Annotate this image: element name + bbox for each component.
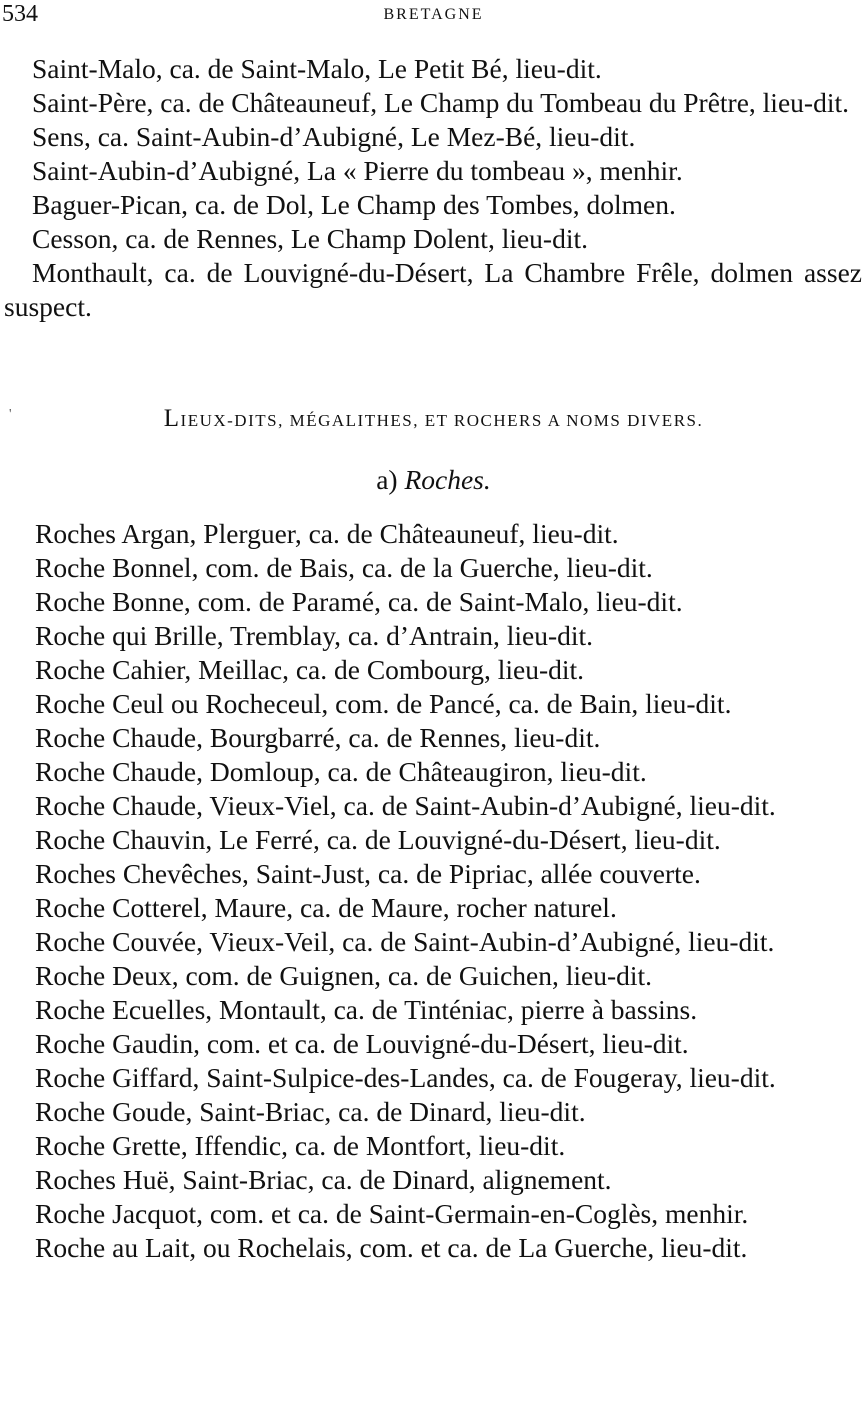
section-heading-part1: IEUX-DITS, [180, 411, 290, 430]
entry: Roches Huë, Saint-Briac, ca. de Dinard, alignement. [35, 1164, 612, 1195]
print-speck: ' [9, 407, 12, 422]
sub-heading-title: Roches. [404, 464, 491, 495]
entry: Roche Giffard, Saint-Sulpice-des-Landes, ca. de Fougeray, lieu-dit. [35, 1062, 776, 1093]
page-header [0, 0, 867, 30]
entry: Roche Ecuelles, Montault, ca. de Tinténiac, pierre à bassins. [35, 994, 698, 1025]
entry: Saint-Malo, ca. de Saint-Malo, Le Petit Bé, lieu-dit. [32, 53, 602, 84]
entry: Monthault, ca. de Louvigné-du-Désert, La Chambre Frêle, dolmen assez suspect. [4, 257, 862, 322]
roches-entries [4, 517, 862, 1265]
entry: Sens, ca. Saint-Aubin-d’Aubigné, Le Mez-Bé, lieu-dit. [32, 121, 636, 152]
entry: Roches Argan, Plerguer, ca. de Châteauneuf, lieu-dit. [35, 518, 619, 549]
entry: Roche Chaude, Vieux-Viel, ca. de Saint-Aubin-d’Aubigné, lieu-dit. [35, 790, 776, 821]
entry: Roche Cahier, Meillac, ca. de Combourg, lieu-dit. [35, 654, 585, 685]
entry: Roche Jacquot, com. et ca. de Saint-Germain-en-Coglès, menhir. [35, 1198, 749, 1229]
entry: Roche Chaude, Domloup, ca. de Châteaugiron, lieu-dit. [35, 756, 647, 787]
entry: Roche Bonne, com. de Paramé, ca. de Saint-Malo, lieu-dit. [35, 586, 683, 617]
sub-heading-prefix: a) [376, 464, 398, 495]
section-heading [0, 404, 867, 436]
entry: Roche Deux, com. de Guignen, ca. de Guichen, lieu-dit. [35, 960, 653, 991]
entry: Roche Grette, Iffendic, ca. de Montfort, lieu-dit. [35, 1130, 566, 1161]
entry: Roche Goude, Saint-Briac, ca. de Dinard, lieu-dit. [35, 1096, 586, 1127]
upper-entries [4, 52, 862, 324]
page-number: 534 [2, 1, 38, 27]
entry: Roche qui Brille, Tremblay, ca. d’Antrain, lieu-dit. [35, 620, 594, 651]
entry: Roche Gaudin, com. et ca. de Louvigné-du-Désert, lieu-dit. [35, 1028, 689, 1059]
entry: Roche Couvée, Vieux-Veil, ca. de Saint-Aubin-d’Aubigné, lieu-dit. [35, 926, 775, 957]
entry: Roche au Lait, ou Rochelais, com. et ca. de La Guerche, lieu-dit. [35, 1232, 748, 1263]
entry: Baguer-Pican, ca. de Dol, Le Champ des Tombes, dolmen. [32, 189, 676, 220]
entry: Cesson, ca. de Rennes, Le Champ Dolent, lieu-dit. [32, 223, 588, 254]
section-heading-initial: L [163, 405, 181, 432]
entry: Saint-Père, ca. de Châteauneuf, Le Champ du Tombeau du Prêtre, lieu-dit. [32, 87, 849, 118]
entry: Saint-Aubin-d’Aubigné, La « Pierre du tombeau », menhir. [32, 155, 683, 186]
entry: Roche Bonnel, com. de Bais, ca. de la Guerche, lieu-dit. [35, 552, 653, 583]
entry: Roches Chevêches, Saint-Just, ca. de Pipriac, allée couverte. [35, 858, 701, 889]
entry: Roche Chauvin, Le Ferré, ca. de Louvigné-du-Désert, lieu-dit. [35, 824, 721, 855]
section-heading-part2: MÉGALITHES, ET ROCHERS A NOMS DIVERS. [289, 411, 704, 430]
running-head: BRETAGNE [383, 6, 484, 23]
entry: Roche Cotterel, Maure, ca. de Maure, rocher naturel. [35, 892, 617, 923]
entry: Roche Ceul ou Rocheceul, com. de Pancé, ca. de Bain, lieu-dit. [35, 688, 732, 719]
entry: Roche Chaude, Bourgbarré, ca. de Rennes, lieu-dit. [35, 722, 601, 753]
sub-heading [0, 463, 867, 497]
